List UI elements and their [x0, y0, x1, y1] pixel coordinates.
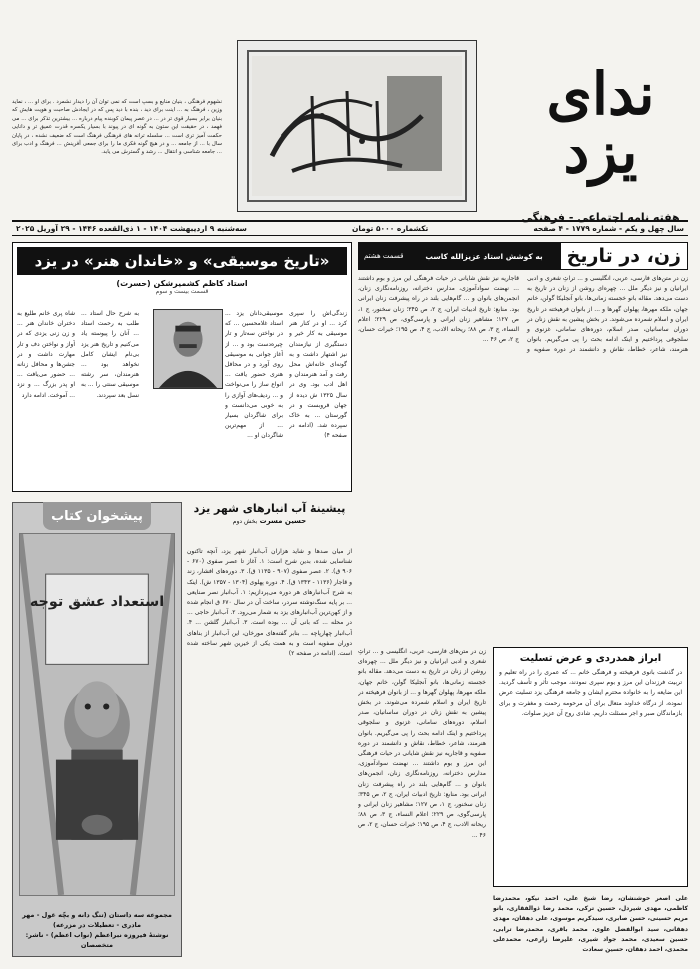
book-showcase-label: پیشخوان کتاب	[43, 502, 151, 530]
history-continued: زن در متن‌های فارسی، عربی، انگلیسی و ... تراثِ شعری و ادبی ایرانیان و نیز دیگر ملل ... چهره‌ای روشن از زنان در تاریخ به دست می‌دهد. مقاله بانو خجسته زمانی‌ها، بانو آنجلیکا گولن، خانم جهان، ملکه مهرها، پهلوان گهرها و ... از بانوان فرهیخته در تاریخ ایران و اسلام شمرده می‌شوند. در بخش پیشین به نقش زنان در دوران ساسانیان، صدر اسلام، دوره‌های سامانی، غزنوی و سلجوقی پرداختیم و اینک ادامه بحث را پی می‌گیریم. بانوان هنرمند، شاعر، خطاط، نقاش و دانشمند در دوره صفویه و قاجاریه نیز نقش شایانی در حیات فرهنگی این مرز و بوم داشتند ... نهضت سوادآموزی، مدارس دخترانه، روزنامه‌نگاری زنان، انجمن‌های بانوان و ... گام‌هایی بلند در راه پیشرفت زنان ایرانی بود. منابع: تاریخ ادبیات ایران، ج ۲، ص ۳۴۵؛ زنان سخنور، ج ۱، ص ۱۲۷؛ مشاهیر زنان ایرانی و پارسی‌گوی، ص ۲۲۹؛ اعلام النساء، ج ۳، ص ۸۸؛ ریحانه الادب، ج ۴، ص ۱۹۵؛ خیرات حسان، ج ۲، ص ۴۶ ...	[358, 648, 486, 839]
water-author	[187, 517, 352, 525]
newspaper-subtitle: هفته نامه اجتماعی - فرهنگی	[521, 211, 680, 224]
music-col-2: موسیقی‌دانان یزد ... استاد غلامحسین ... که در نواختن سه‌تار و تار چیره‌دست بود و ... از آغاز جوانی به موسیقی روی آورد و در محافل هنری حضور یافت ... انواع ساز را می‌نواخت و ... ردیف‌های آوازی را به خوبی می‌دانست و برای شاگردان بسیار ... از مهم‌ترین شاگردان او ...	[225, 310, 283, 440]
music-author: استاد کاظم کشمیرشکن (حسرت)	[116, 279, 248, 288]
water-part: بخش دوم	[232, 518, 258, 525]
condolence-title: ابراز همدردی و عرض تسلیت	[519, 653, 662, 664]
calligraphy-artwork	[252, 56, 462, 196]
right-column	[358, 242, 688, 957]
condolence-signers: علی اصغر خوشنشان، رضا شیخ علی، احمد نیکو، محمدرضا کاظمی، مهدی شیردل، حسین ترکی، محمد رضا ذوالفقاری، بانو مریم حسینی، حسن صابری، سیدکریم موسوی، علی دهقان، مهدی دهقانی، سید ابوالفضل علوی، محمد باقری، محمدرضا ترابی، حسین سعیدی، محمد جواد شیری، علیرضا زارعی، محمدعلی محمدی، احمد دهقان، حسین سعادت	[493, 895, 688, 954]
issue-date: سه‌شنبه ۹ اردیبهشت ۱۴۰۴ - ۱ ذی‌القعده ۱۴۴۶ - ۲۹ آوریل ۲۰۲۵	[16, 224, 247, 233]
music-part: قسمت بیست و سوم	[155, 288, 209, 295]
history-byline: به کوشش استاد عزیزالله کاسب	[408, 243, 559, 269]
book-cover-title: استعداد عشق توجه	[29, 594, 165, 611]
logo-block	[513, 60, 688, 224]
masthead	[12, 40, 688, 224]
music-title: «تاریخ موسیقی» و «خاندان هنر» در یزد	[17, 247, 347, 275]
condolence-text: در گذشت بانوی فرهیخته و فرهنگی خانم ... که عمری را در راه تعلیم و تربیت فرزندان این مرز و بوم سپری نمودند، موجب تأثر و تأسف گردید. این ضایعه را به خانواده محترم ایشان و جامعه فرهنگی یزد تسلیت عرض نموده، از درگاه خداوند متعال برای آن مرحومه رحمت و مغفرت و برای بازماندگان صبر و اجر مسئلت داریم. شادی روح آن عزیز صلوات.	[499, 669, 682, 717]
condolence-box	[493, 647, 688, 887]
history-part: قسمت هشتم	[359, 243, 408, 269]
book-caption	[21, 910, 173, 950]
newspaper-logo: ندای یزد	[546, 60, 655, 186]
water-article-header	[187, 502, 352, 542]
issue-volume: سال چهل و یکم - شماره ۱۷۷۹ - ۴ صفحه	[533, 224, 684, 233]
history-title: زن، در تاریخ	[560, 243, 687, 269]
author-portrait	[153, 309, 223, 389]
issue-price: تکشماره ۵۰۰۰ تومان	[351, 224, 429, 233]
left-column	[12, 242, 352, 957]
intro-text: نشهوم فرهنگی ، بنیان منابع و بسپ است که نمی توان آن را دیدار نشمرد . برای او ... ، نماید وزین ، فرهنگ به ... اینت برای دید ، بنده با دید پس که در ایجادش صاحبت و هویت هایش که بنیان برابر بسیار قوی تر در ... در عصر پیمان کوبنده پیام درباره ... بیشترین تذکر برای ... می فهمد ، در حقیقت این ستون به گونه ای در پیوند با بسیار یکسره قدرت عمیق تر و دانایی حکمت آمیز تری است ... سلسله ترانه های فرهنگی فرهنگ است که ضعیف نشده ، در پایان سال با ... از جامعه ... و در هیچ گونه فکری ما را برای جمعی آفرینش ... فرهنگ و ادب برای ... جامعه شناسی و انتقال ... رشد و گسترش می یابد.	[12, 99, 222, 156]
water-article: از میان صدها و شاید هزاران آب‌انبار شهر یزد، آنچه تاکنون شناسایی شده، بدین شرح است: ۱. آغاز تا عصر صفوی (۶۷۰ - ۹۰۶ ق). ۲. عصر صفوی (۹۰۷ - ۱۱۳۵ ق). ۳. دوره‌های افشار، زند و قاجار (۱۱۳۶ - ۱۳۴۳ ق). ۴. دوره پهلوی (۱۳۰۴ - ۱۳۵۷ ش). اینک به شرح آب‌انبارهای هر دوره می‌پردازیم: ۱. آب‌انبار نصر صنایعی ... بر پایه سنگ‌نوشته سردر، ساخت آن در سال ۶۷۰ ق انجام شده و از کهن‌ترین آب‌انبارهای یزد به شمار می‌رود. ۲. آب‌انبار حاجی ... در محله ... که بانی آن ... بوده است. ۳. آب‌انبار گلشن ... ۴. آب‌انبار چهارپاچه ... بنابر گفته‌های مورخان، این آب‌انبار از بناهای دوران صفویه است و به همت یکی از خیرین شهر ساخته شده است. (ادامه در صفحه ۲)	[187, 548, 352, 658]
book-caption-line-1: مجموعه سه داستان (تنگ دانه و بچّه غول - مهر مادری - تعطیلات در مزرعه)	[22, 911, 172, 929]
calligraphy-panel	[237, 40, 477, 212]
water-title: پیشینهٔ آب انبارهای شهر یزد	[193, 502, 346, 515]
book-cover	[19, 533, 175, 896]
music-col-4: شاه پری خانم طلیع به دختران خاندان هنر ... و زن زنی یزدی که در آواز و نواختن دف و تار مهارت داشت و در جشن‌ها و محافل زنانه ... حضور می‌یافت ... او پدر بزرگ ... و نزد ... آموخت. ادامه دارد	[17, 310, 75, 399]
issue-info-bar	[12, 220, 688, 236]
book-caption-line-2: نوشتهٔ فیروزه نبراعظم (نواب اعظم) - ناشر: متخصصان	[25, 931, 169, 949]
music-col-1: زندگی‌اش را سپری کرد ... او در کنار هنر موسیقی به کار خیر و دستگیری از نیازمندان نیز اشتهار داشت و به گونه‌ای خانه‌اش محل رفت و آمد هنرمندان و اهل ادب بود. وی در سال ۱۳۲۵ ش دیده از جهان فروبست و در گورستان ... به خاک سپرده شد. (ادامه در صفحه ۴)	[289, 310, 347, 440]
music-col-3: به شرح حال استاد ... طلب به رحمت استاد ... آنان را پیوسته یاد می‌کنیم و تاریخ هنر یزد بی‌نام ایشان کامل نخواهد بود ... هنرمندان، سر رشته موسیقی سنتی را ... به نسل بعد سپردند.	[81, 310, 139, 399]
history-article: زن در متن‌های فارسی، عربی، انگلیسی و ... تراثِ شعری و ادبی ایرانیان و نیز دیگر ملل ... چهره‌ای روشن از زنان در تاریخ به دست می‌دهد. مقاله بانو خجسته زمانی‌ها، بانو آنجلیکا گولن، خانم جهان، ملکه مهرها، پهلوان گهرها و ... از بانوان فرهیخته در تاریخ ایران و اسلام شمرده می‌شوند. در بخش پیشین به نقش زنان در دوران ساسانیان، صدر اسلام، دوره‌های سامانی، غزنوی و سلجوقی پرداختیم و اینک ادامه بحث را پی می‌گیریم. بانوان هنرمند، شاعر، خطاط، نقاش و دانشمند در دوره صفویه و قاجاریه نیز نقش شایانی در حیات فرهنگی این مرز و بوم داشتند ... نهضت سوادآموزی، مدارس دخترانه، روزنامه‌نگاری زنان، انجمن‌های بانوان و ... گام‌هایی بلند در راه پیشرفت زنان ایرانی بود. منابع: تاریخ ادبیات ایران، ج ۲، ص ۳۴۵؛ زنان سخنور، ج ۱، ص ۱۲۷؛ مشاهیر زنان ایرانی و پارسی‌گوی، ص ۲۲۹؛ اعلام النساء، ج ۳، ص ۸۸؛ ریحانه الادب، ج ۴، ص ۱۹۵؛ خیرات حسان، ج ۲، ص ۴۶ ...	[358, 275, 688, 354]
music-article-box	[12, 242, 352, 492]
water-author-name: حسین مسرت	[259, 517, 307, 525]
book-showcase	[12, 502, 182, 957]
history-header	[358, 242, 688, 270]
